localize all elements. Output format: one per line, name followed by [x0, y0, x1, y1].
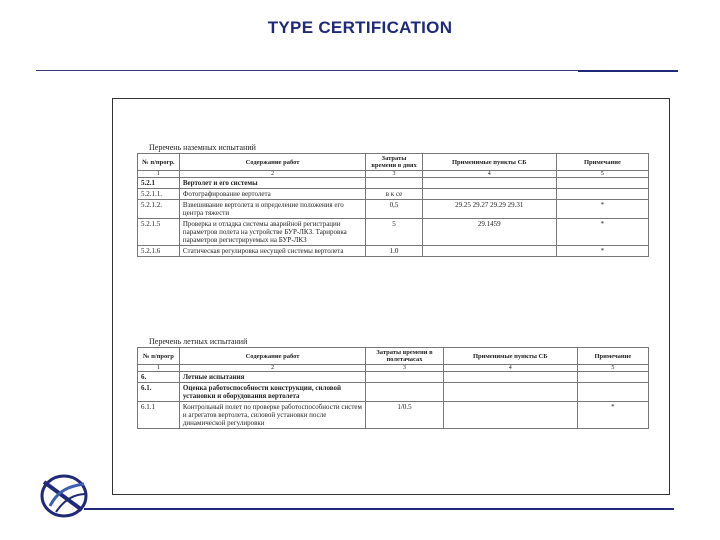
time-cell	[366, 372, 443, 383]
row-number-cell: 5.2.1.6	[138, 246, 180, 257]
header-cell: Содержание работ	[179, 154, 365, 171]
row-number-cell: 5.2.1.2.	[138, 200, 180, 219]
table-header-row	[138, 154, 649, 171]
slide-title: TYPE CERTIFICATION	[267, 18, 453, 37]
note-cell	[556, 178, 648, 189]
ground-tests-caption: Перечень наземных испытаний	[149, 143, 256, 152]
company-logo-icon	[36, 472, 92, 520]
sb-items-cell	[443, 402, 577, 429]
note-cell	[577, 383, 648, 402]
content-cell: Вертолет и его системы	[179, 178, 365, 189]
table-row	[138, 189, 649, 200]
scanned-document	[112, 98, 670, 495]
ground-tests-table	[137, 153, 649, 257]
note-cell	[556, 189, 648, 200]
note-cell: *	[556, 219, 648, 246]
note-cell: *	[556, 200, 648, 219]
content-cell: Проверка и отладка системы аварийной регистрации параметров полета на устройстве БУР-ЛКЗ. Тарировка параметров регистрируемых на БУР-ЛКЗ	[179, 219, 365, 246]
sb-items-cell	[422, 189, 556, 200]
content-cell: Фотографирование вертолета	[179, 189, 365, 200]
content-cell: Взвешивание вертолета и определение положения его центра тяжести	[179, 200, 365, 219]
table-row	[138, 178, 649, 189]
table-row	[138, 200, 649, 219]
header-cell: Применимые пункты СБ	[422, 154, 556, 171]
time-cell: в к се	[366, 189, 423, 200]
header-cell: № п/прогр.	[138, 154, 180, 171]
time-cell: 1/0.5	[366, 402, 443, 429]
sb-items-cell: 29.1459	[422, 219, 556, 246]
row-number-cell: 6.1.	[138, 383, 180, 402]
column-number: 2	[179, 365, 365, 372]
header-cell: № п/прогр	[138, 348, 180, 365]
column-number: 5	[556, 171, 648, 178]
column-number-row	[138, 365, 649, 372]
sb-items-cell: 29.25 29.27 29.29 29.31	[422, 200, 556, 219]
sb-items-cell	[422, 246, 556, 257]
column-number: 5	[577, 365, 648, 372]
content-cell: Статическая регулировка несущей системы вертолета	[179, 246, 365, 257]
table-header-row	[138, 348, 649, 365]
row-number-cell: 6.	[138, 372, 180, 383]
time-cell: 0,5	[366, 200, 423, 219]
header-cell: Примечание	[577, 348, 648, 365]
table-row	[138, 219, 649, 246]
header-cell: Применимые пункты СБ	[443, 348, 577, 365]
content-cell: Оценка работоспособности конструкции, силовой установки и оборудования вертолета	[179, 383, 365, 402]
table-row	[138, 402, 649, 429]
column-number-row	[138, 171, 649, 178]
content-cell: Контрольный полет по проверке работоспособности систем и агрегатов вертолета, силовой установки после динамической регулировки	[179, 402, 365, 429]
row-number-cell: 5.2.1.5	[138, 219, 180, 246]
flight-tests-table	[137, 347, 649, 429]
column-number: 2	[179, 171, 365, 178]
header-cell: Содержание работ	[179, 348, 365, 365]
header-cell: Затраты времени в полетачасах	[366, 348, 443, 365]
column-number: 4	[422, 171, 556, 178]
column-number: 3	[366, 171, 423, 178]
header-cell: Затраты времени в днях	[366, 154, 423, 171]
note-cell	[577, 372, 648, 383]
table-row	[138, 246, 649, 257]
sb-items-cell	[443, 372, 577, 383]
row-number-cell: 5.2.1.1.	[138, 189, 180, 200]
time-cell: 1.0	[366, 246, 423, 257]
table-row	[138, 372, 649, 383]
table-row	[138, 383, 649, 402]
sb-items-cell	[422, 178, 556, 189]
row-number-cell: 5.2.1	[138, 178, 180, 189]
sb-items-cell	[443, 383, 577, 402]
column-number: 1	[138, 365, 180, 372]
note-cell: *	[577, 402, 648, 429]
flight-tests-caption: Перечень летных испытаний	[149, 337, 248, 346]
top-divider-accent	[578, 70, 678, 72]
column-number: 4	[443, 365, 577, 372]
bottom-divider	[84, 508, 674, 510]
column-number: 3	[366, 365, 443, 372]
top-divider	[36, 70, 578, 71]
header-cell: Примечание	[556, 154, 648, 171]
note-cell: *	[556, 246, 648, 257]
time-cell	[366, 383, 443, 402]
column-number: 1	[138, 171, 180, 178]
row-number-cell: 6.1.1	[138, 402, 180, 429]
time-cell	[366, 178, 423, 189]
time-cell: 5	[366, 219, 423, 246]
content-cell: Летные испытания	[179, 372, 365, 383]
